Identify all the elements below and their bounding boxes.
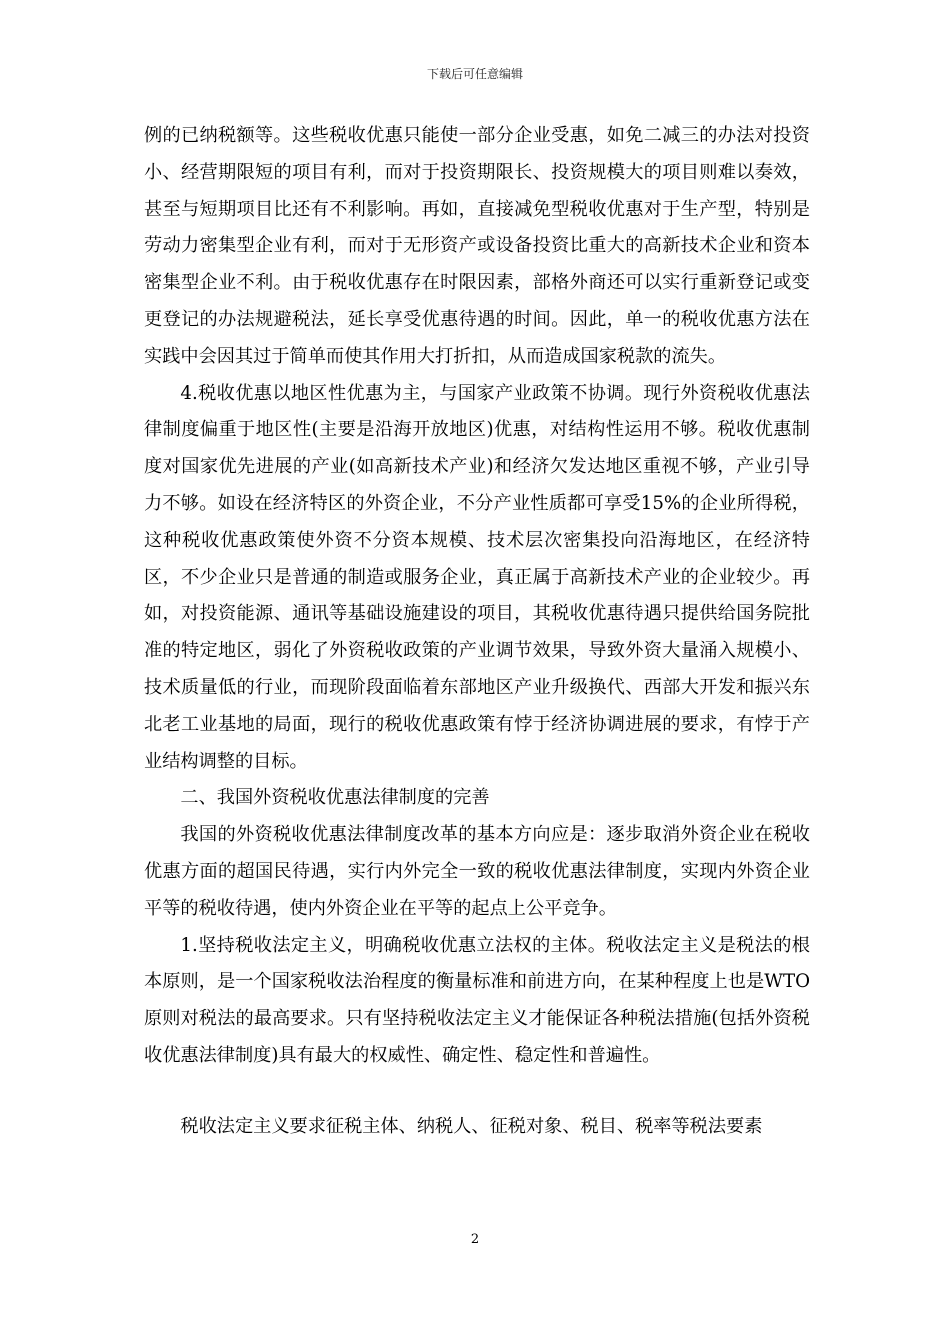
paragraph-point-1: 1.坚持税收法定主义，明确税收优惠立法权的主体。税收法定主义是税法的根本原则，是一个国家税收法治程度的衡量标准和前进方向，在某种程度上也是WTO原则对税法的最高要求。只有坚持税收法定主义才能保证各种税法措施(包括外资税收优惠法律制度)具有最大的权威性、确定性、稳定性和普遍性。 (144, 934, 810, 1066)
page-number: 2 (470, 1232, 480, 1247)
page-header: 下载后可任意编辑 (426, 67, 523, 81)
paragraph-continuation: 例的已纳税额等。这些税收优惠只能使一部分企业受惠，如免二减三的办法对投资小、经营期限短的项目有利，而对于投资期限长、投资规模大的项目则难以奏效，甚至与短期项目比还有不利影响。再如，直接减免型税收优惠对于生产型，特别是劳动力密集型企业有利，而对于无形资产或设备投资比重大的高新技术企业和资本密集型企业不利。由于税收优惠存在时限因素，部格外商还可以实行重新登记或变更登记的办法规避税法，延长享受优惠待遇的时间。因此，单一的税收优惠方法在实践中会因其过于简单而使其作用大打折扣，从而造成国家税款的流失。 (144, 125, 810, 367)
section-heading: 二、我国外资税收优惠法律制度的完善 (180, 787, 490, 809)
paragraph-point-4: 4.税收优惠以地区性优惠为主，与国家产业政策不协调。现行外资税收优惠法律制度偏重于地区性(主要是沿海开放地区)优惠，对结构性运用不够。税收优惠制度对国家优先进展的产业(如高新技术产业)和经济欠发达地区重视不够，产业引导力不够。如设在经济特区的外资企业，不分产业性质都可享受15%的企业所得税，这种税收优惠政策使外资不分资本规模、技术层次密集投向沿海地区，在经济特区，不少企业只是普通的制造或服务企业，真正属于高新技术产业的企业较少。再如，对投资能源、通讯等基础设施建设的项目，其税收优惠待遇只提供给国务院批准的特定地区，弱化了外资税收政策的产业调节效果，导致外资大量涌入规模小、技术质量低的行业，而现阶段面临着东部地区产业升级换代、西部大开发和振兴东北老工业基地的局面，现行的税收优惠政策有悖于经济协调进展的要求，有悖于产业结构调整的目标。 (144, 382, 810, 772)
paragraph-reform-direction: 我国的外资税收优惠法律制度改革的基本方向应是：逐步取消外资企业在税收优惠方面的超国民待遇，实行内外完全一致的税收优惠法律制度，实现内外资企业平等的税收待遇，使内外资企业在平等的起点上公平竞争。 (144, 824, 810, 919)
paragraph-tax-legality: 税收法定主义要求征税主体、纳税人、征税对象、税目、税率等税法要素 (180, 1115, 763, 1137)
document-body (144, 118, 810, 1146)
